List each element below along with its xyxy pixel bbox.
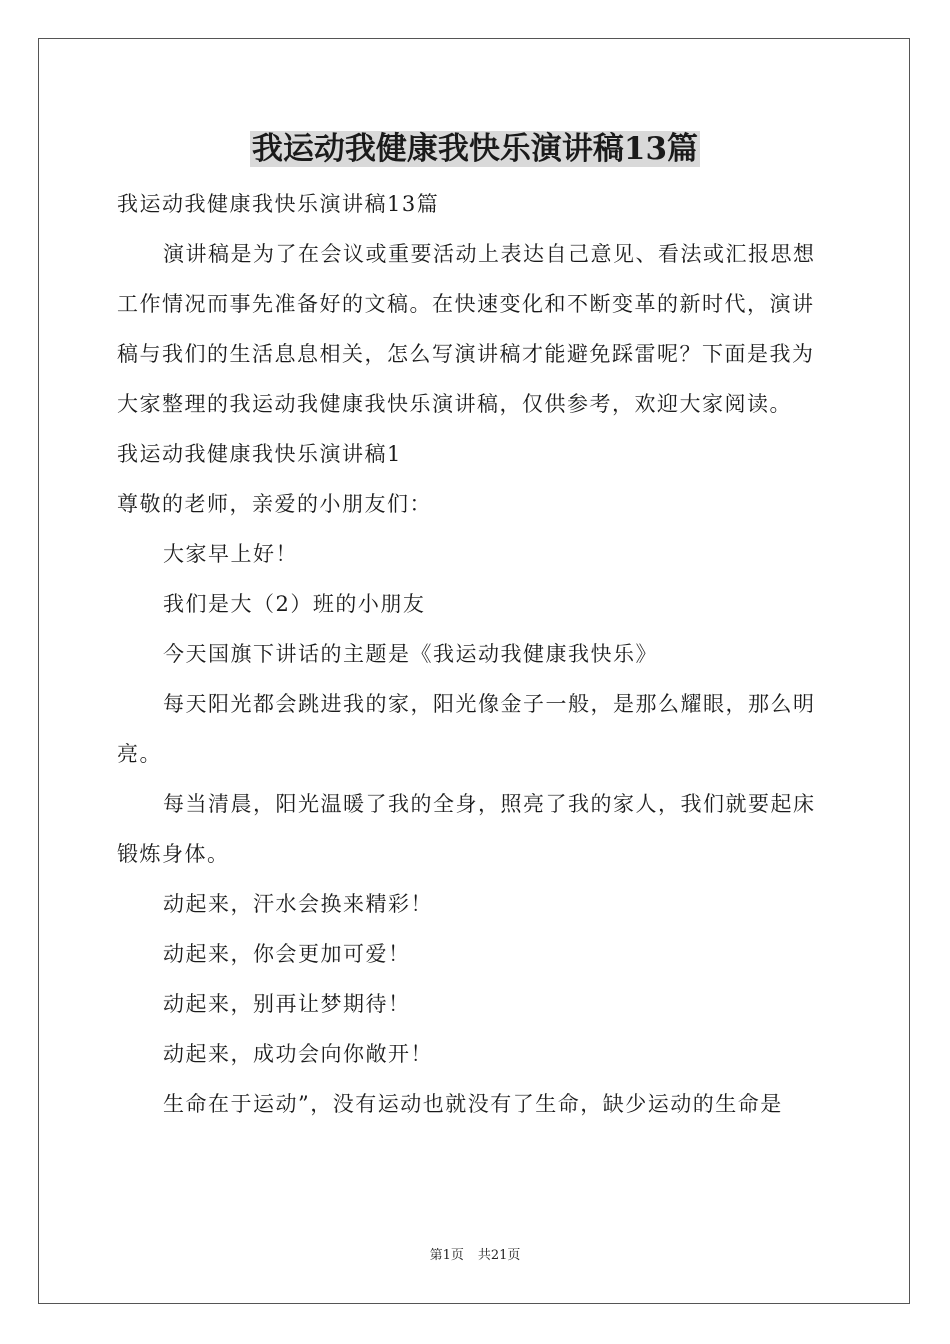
page-total: 共21页 bbox=[477, 1248, 521, 1263]
paragraph-topic: 今天国旗下讲话的主题是《我运动我健康我快乐》 bbox=[163, 642, 658, 666]
paragraph-salutation: 尊敬的老师，亲爱的小朋友们： bbox=[117, 492, 432, 516]
paragraph-intro: 演讲稿是为了在会议或重要活动上表达自己意见、看法或汇报思想工作情况而事先准备好的文稿。在快速变化和不断变革的新时代，演讲稿与我们的生活息息相关，怎么写演讲稿才能避免踩雷呢？下面是我为大家整理的我运动我健康我快乐演讲稿，仅供参考，欢迎大家阅读。 bbox=[117, 242, 816, 416]
page-number: 第1页 bbox=[429, 1248, 464, 1263]
paragraph-move-2: 动起来，你会更加可爱！ bbox=[163, 942, 411, 966]
page-footer bbox=[0, 1246, 950, 1266]
paragraph-move-1: 动起来，汗水会换来精彩！ bbox=[163, 892, 433, 916]
section-heading-1: 我运动我健康我快乐演讲稿1 bbox=[117, 442, 402, 466]
paragraph-morning: 每当清晨，阳光温暖了我的全身，照亮了我的家人，我们就要起床锻炼身体。 bbox=[117, 792, 816, 866]
paragraph-greeting: 大家早上好！ bbox=[163, 542, 298, 566]
paragraph-move-3: 动起来，别再让梦期待！ bbox=[163, 992, 411, 1016]
document-title bbox=[0, 127, 950, 171]
document-title-text: 我运动我健康我快乐演讲稿13篇 bbox=[251, 131, 699, 167]
paragraph-class-intro: 我们是大（2）班的小朋友 bbox=[163, 592, 426, 616]
paragraph-life: 生命在于运动”，没有运动也就没有了生命，缺少运动的生命是 bbox=[163, 1092, 783, 1116]
paragraph-sunshine: 每天阳光都会跳进我的家，阳光像金子一般，是那么耀眼，那么明亮。 bbox=[117, 692, 816, 766]
paragraph-move-4: 动起来，成功会向你敞开！ bbox=[163, 1042, 433, 1066]
document-body bbox=[117, 179, 835, 1129]
paragraph-subtitle: 我运动我健康我快乐演讲稿13篇 bbox=[117, 192, 440, 216]
